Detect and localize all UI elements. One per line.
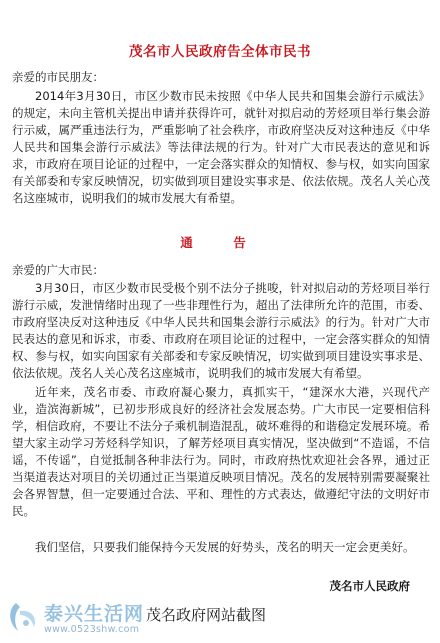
signature: 茂名市人民政府: [329, 579, 410, 593]
watermark-brand: 泰兴生活网: [44, 603, 145, 625]
letter-paragraph: 2014年3月30日，市区少数市民未按照《中华人民共和国集会游行示威法》的规定，未向主管机关提出申请并获得许可，就针对拟启动的芳烃项目举行集会游行示威，属严重违法行为，严重影响了社会秩序，市政府坚决反对这种违反《中华人民共和国集会游行示威法》等法律法规的行为。针对广大市民表达的意见和诉求，市政府在项目论证的过程中，一定会落实群众的知情权、参与权，如实向国家有关部委和专家反映情况，切实做到项目建设实事求是、依法依规。茂名人关心茂名这座城市，说明我们的城市发展大有希望。: [12, 89, 430, 205]
watermark-url: www.0523shw.com: [44, 624, 140, 635]
swirl-logo-icon: [6, 599, 40, 635]
watermark-brand-row: [44, 599, 266, 626]
letter-salutation: 亲爱的市民朋友：: [12, 70, 104, 84]
notice-paragraph-2: 近年来，茂名市委、市政府凝心聚力，真抓实干，“建深水大港，兴现代产业，造滨海新城”，已初步形成良好的经济社会发展态势。广大市民一定要相信科学，相信政府，不要让不法分子乘机制造混乱，破坏难得的和谐稳定发展环境。希望大家主动学习芳烃科学知识，了解芳烃项目真实情况，坚决做到“不造谣，不信谣，不传谣”，自觉抵制各种非法行为。同时，市政府热忱欢迎社会各界，通过正当渠道表达对项目的关切通过正当渠道反映项目情况。茂名的发展特别需要凝聚社会各界智慧，但一定要通过合法、平和、理性的方式表达，做遵纪守法的文明好市民。: [12, 385, 430, 518]
notice-heading: 通 告: [180, 235, 260, 250]
watermark-text: [44, 599, 266, 635]
notice-paragraph-1: 3月30日，市区少数市民受极个别不法分子挑唆，针对拟启动的芳烃项目举行游行示威，发泄情绪时出现了一些非理性行为，超出了法律所允许的范围，市委、市政府坚决反对这种违反《中华人民共和国集会游行示威法》的行为。针对广大市民表达的意见和诉求，市委、市政府在项目论证的过程中，一定会落实群众的知情权、参与权，如实向国家有关部委和专家反映情况，切实做到项目建设实事求是、依法依规。茂名人关心茂名这座城市，说明我们的城市发展大有希望。: [12, 281, 430, 380]
letter-title: 茂名市人民政府告全体市民书: [129, 44, 311, 60]
notice-paragraph-3: 我们坚信，只要我们能保持今天发展的好势头，茂名的明天一定会更美好。: [35, 540, 415, 554]
watermark: [6, 595, 266, 635]
notice-salutation: 亲爱的广大市民：: [12, 263, 104, 277]
watermark-caption: 茂名政府网站截图: [146, 606, 267, 624]
